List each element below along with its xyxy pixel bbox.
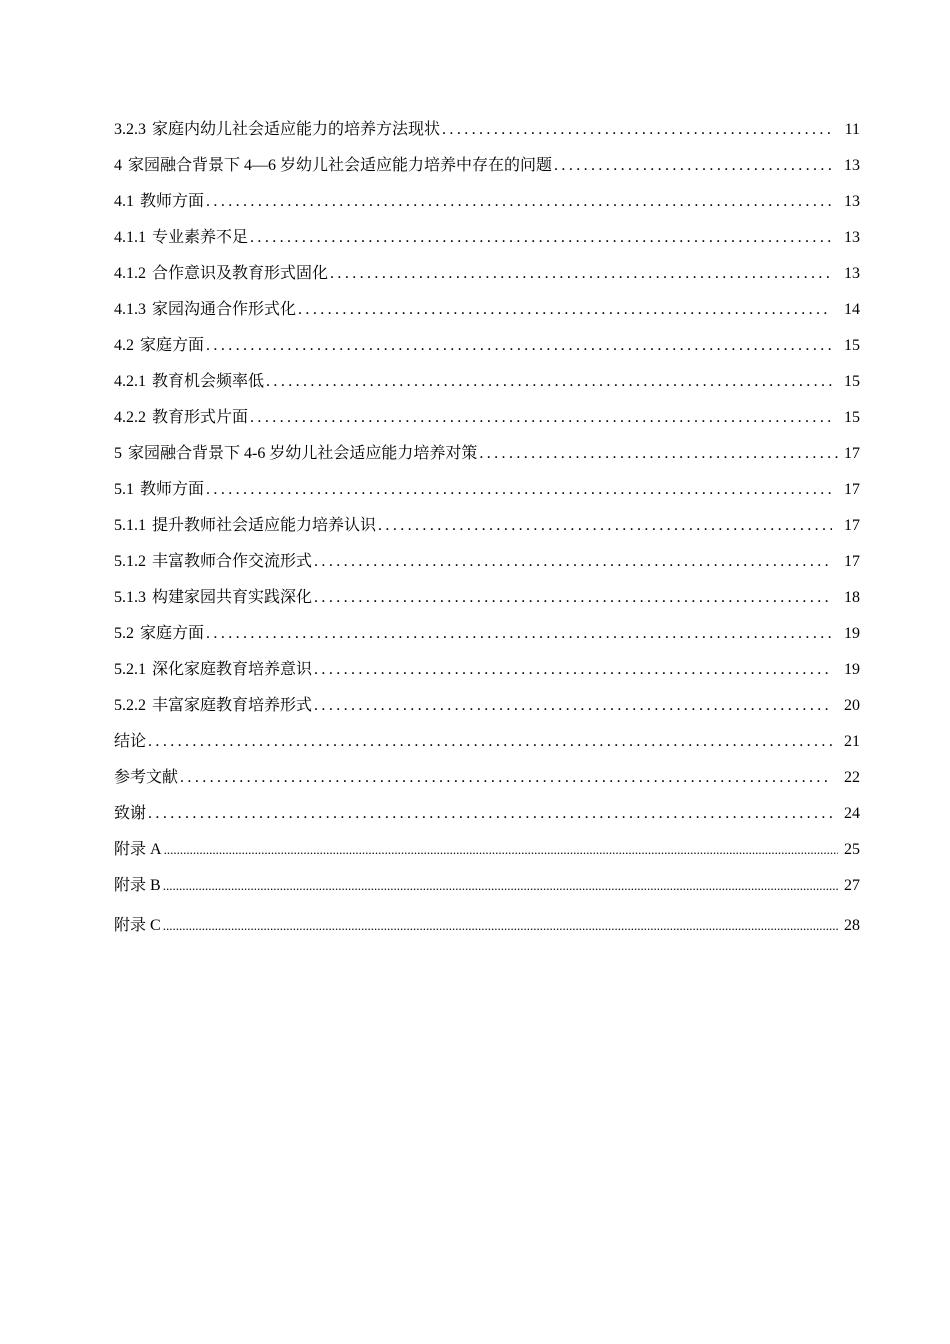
toc-entry-number: 4.2.2 — [114, 409, 146, 426]
toc-entry-page-number: 17 — [844, 517, 860, 534]
toc-entry-number: 5.1.2 — [114, 553, 146, 570]
toc-entry-page-number: 13 — [844, 157, 860, 174]
toc-entry-title: 教育机会频率低 — [152, 373, 265, 390]
dot-leader — [440, 112, 832, 148]
toc-entry-title: 致谢 — [114, 805, 147, 822]
toc-entry-page-number: 11 — [844, 121, 860, 138]
toc-entry-page-number: 28 — [844, 917, 860, 934]
toc-entry-number: 5.1.3 — [114, 589, 146, 606]
toc-entry-appendix-a[interactable] — [114, 832, 860, 868]
toc-entry-title: 附录 C — [114, 917, 161, 934]
toc-entry-4-2[interactable] — [114, 328, 860, 364]
toc-entry-title: 专业素养不足 — [152, 229, 249, 246]
toc-entry-5-1-1[interactable] — [114, 508, 860, 544]
toc-entry-4-2-1[interactable] — [114, 364, 860, 400]
toc-entry-5[interactable] — [114, 436, 860, 472]
toc-entry-title: 家园融合背景下 4—6 岁幼儿社会适应能力培养中存在的问题 — [128, 157, 553, 174]
toc-entry-4-1-3[interactable] — [114, 292, 860, 328]
toc-entry-number: 4.1 — [114, 193, 134, 210]
toc-entry-title: 教育形式片面 — [152, 409, 249, 426]
toc-entry-title: 家园融合背景下 4-6 岁幼儿社会适应能力培养对策 — [128, 445, 478, 462]
toc-entry-title: 深化家庭教育培养意识 — [152, 661, 313, 678]
toc-entry-5-1[interactable] — [114, 472, 860, 508]
toc-entry-5-2[interactable] — [114, 616, 860, 652]
toc-entry-number: 5.2.2 — [114, 697, 146, 714]
toc-entry-title: 家庭方面 — [140, 625, 205, 642]
toc-entry-acknowledgements[interactable] — [114, 796, 860, 832]
toc-entry-title: 教师方面 — [140, 481, 205, 498]
toc-entry-number: 4.2.1 — [114, 373, 146, 390]
toc-entry-page-number: 19 — [844, 661, 860, 678]
toc-entry-title: 结论 — [114, 733, 147, 750]
toc-entry-page-number: 13 — [844, 265, 860, 282]
dot-leader — [328, 256, 832, 292]
toc-entry-page-number: 13 — [844, 229, 860, 246]
table-of-contents — [114, 112, 860, 944]
dot-leader — [264, 364, 832, 400]
toc-entry-page-number: 20 — [844, 697, 860, 714]
toc-entry-references[interactable] — [114, 760, 860, 796]
toc-entry-number: 4.1.2 — [114, 265, 146, 282]
dot-leader — [552, 148, 832, 184]
toc-entry-page-number: 24 — [844, 805, 860, 822]
toc-entry-title: 家园沟通合作形式化 — [152, 301, 297, 318]
toc-entry-5-1-2[interactable] — [114, 544, 860, 580]
dot-leader — [178, 760, 832, 796]
toc-entry-page-number: 19 — [844, 625, 860, 642]
toc-entry-title: 合作意识及教育形式固化 — [152, 265, 329, 282]
toc-entry-4-2-2[interactable] — [114, 400, 860, 436]
toc-entry-title: 家庭方面 — [140, 337, 205, 354]
dot-leader — [146, 724, 832, 760]
toc-entry-title: 提升教师社会适应能力培养认识 — [152, 517, 377, 534]
toc-entry-4-1-2[interactable] — [114, 256, 860, 292]
toc-entry-title: 教师方面 — [140, 193, 205, 210]
dot-leader — [477, 436, 838, 472]
toc-entry-5-2-1[interactable] — [114, 652, 860, 688]
toc-entry-conclusion[interactable] — [114, 724, 860, 760]
dot-leader — [204, 616, 832, 652]
toc-entry-page-number: 22 — [844, 769, 860, 786]
toc-entry-page-number: 15 — [844, 337, 860, 354]
toc-entry-5-2-2[interactable] — [114, 688, 860, 724]
toc-entry-page-number: 18 — [844, 589, 860, 606]
toc-entry-number: 5 — [114, 445, 122, 462]
toc-entry-number: 4 — [114, 157, 122, 174]
dot-leader — [312, 688, 832, 724]
toc-entry-page-number: 25 — [844, 841, 860, 858]
toc-entry-page-number: 14 — [844, 301, 860, 318]
dot-leader — [204, 472, 832, 508]
toc-entry-title: 附录 B — [114, 877, 161, 894]
toc-entry-number: 5.1.1 — [114, 517, 146, 534]
toc-entry-page-number: 17 — [844, 481, 860, 498]
dot-leader — [161, 868, 838, 904]
dot-leader — [204, 184, 832, 220]
toc-entry-number: 4.1.3 — [114, 301, 146, 318]
dot-leader — [296, 292, 832, 328]
toc-entry-page-number: 17 — [844, 553, 860, 570]
dot-leader — [146, 796, 832, 832]
dot-leader — [376, 508, 832, 544]
toc-entry-4-1[interactable] — [114, 184, 860, 220]
dot-leader — [248, 220, 832, 256]
toc-entry-page-number: 13 — [844, 193, 860, 210]
toc-entry-number: 3.2.3 — [114, 121, 146, 138]
toc-entry-number: 4.1.1 — [114, 229, 146, 246]
dot-leader — [312, 652, 832, 688]
dot-leader — [161, 904, 838, 948]
dot-leader — [204, 328, 832, 364]
dot-leader — [312, 544, 832, 580]
dot-leader — [312, 580, 832, 616]
toc-entry-5-1-3[interactable] — [114, 580, 860, 616]
toc-entry-appendix-b[interactable] — [114, 868, 860, 904]
toc-entry-title: 家庭内幼儿社会适应能力的培养方法现状 — [152, 121, 441, 138]
toc-entry-title: 参考文献 — [114, 769, 179, 786]
toc-entry-4-1-1[interactable] — [114, 220, 860, 256]
toc-entry-title: 构建家园共育实践深化 — [152, 589, 313, 606]
toc-entry-page-number: 27 — [844, 877, 860, 894]
toc-entry-page-number: 17 — [844, 445, 860, 462]
toc-entry-3-2-3[interactable] — [114, 112, 860, 148]
toc-entry-number: 4.2 — [114, 337, 134, 354]
toc-entry-title: 附录 A — [114, 841, 162, 858]
toc-entry-title: 丰富教师合作交流形式 — [152, 553, 313, 570]
toc-entry-number: 5.2.1 — [114, 661, 146, 678]
dot-leader — [248, 400, 832, 436]
toc-entry-title: 丰富家庭教育培养形式 — [152, 697, 313, 714]
toc-entry-page-number: 15 — [844, 409, 860, 426]
toc-entry-page-number: 21 — [844, 733, 860, 750]
toc-entry-page-number: 15 — [844, 373, 860, 390]
toc-entry-number: 5.2 — [114, 625, 134, 642]
toc-entry-4[interactable] — [114, 148, 860, 184]
toc-entry-appendix-c[interactable] — [114, 904, 860, 944]
toc-entry-number: 5.1 — [114, 481, 134, 498]
dot-leader — [162, 832, 838, 868]
